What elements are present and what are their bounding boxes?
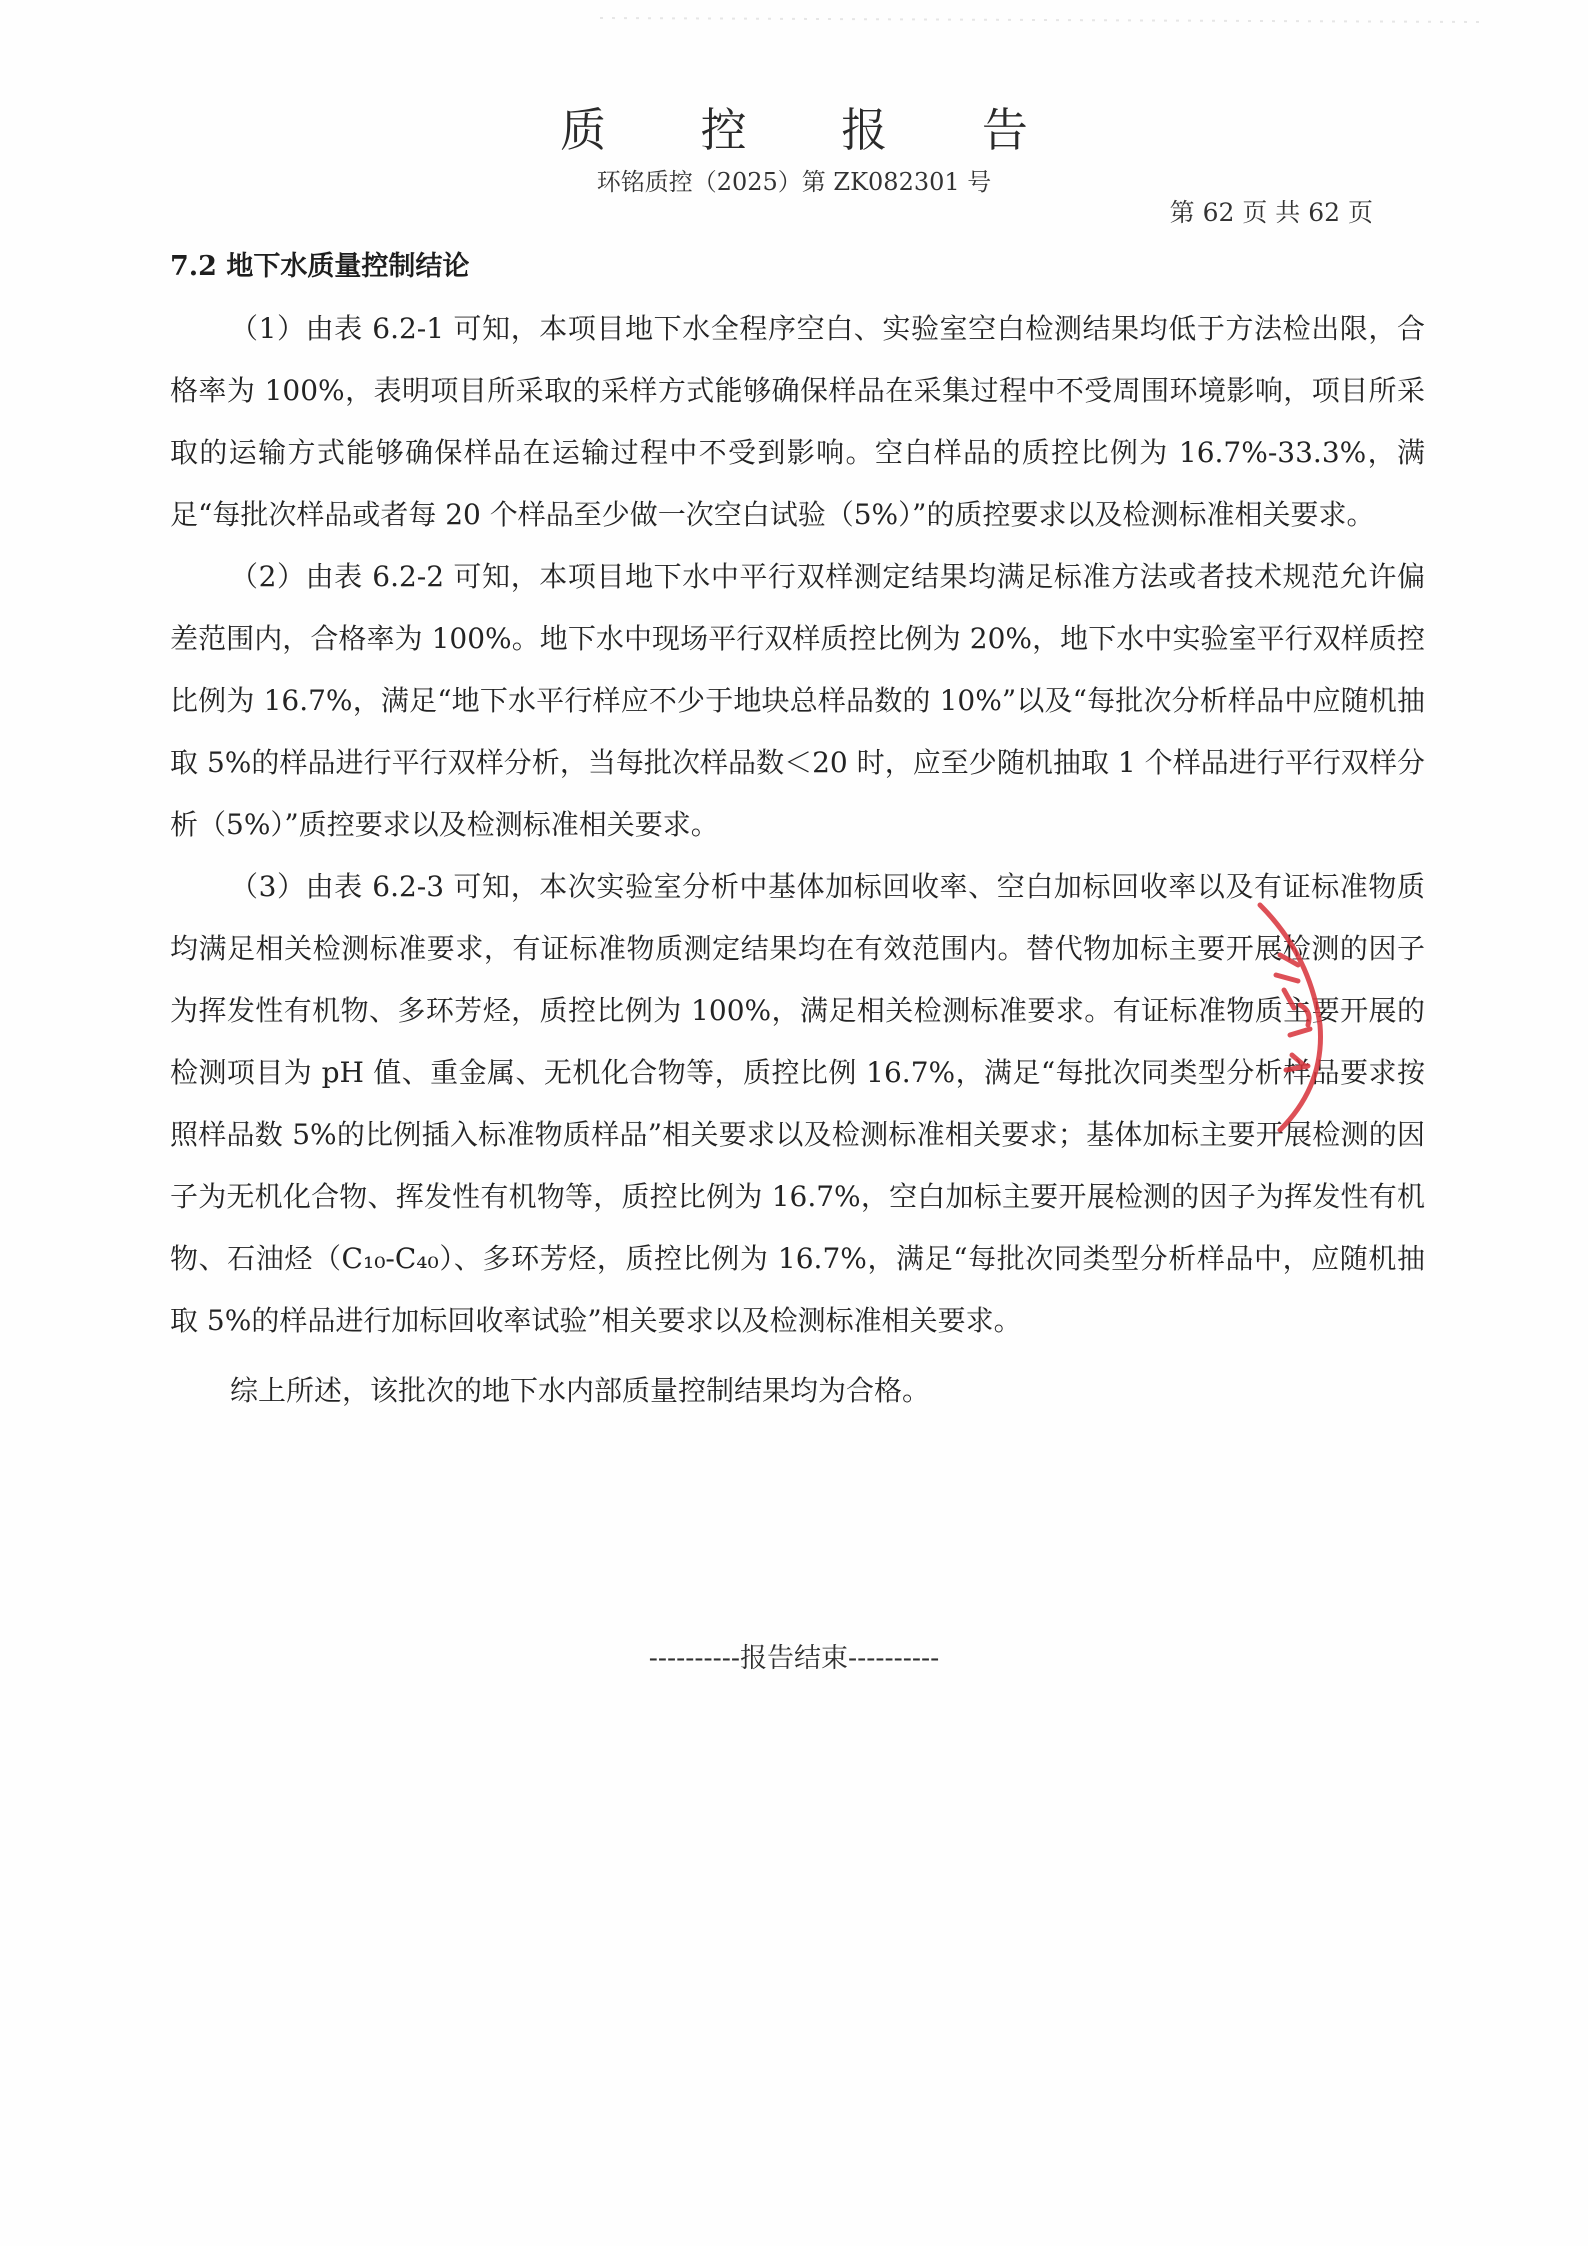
report-number: 环铭质控（2025）第 ZK082301 号 — [596, 168, 992, 196]
page-indicator: 第 62 页 共 62 页 — [1169, 198, 1373, 227]
report-end-marker: ----------报告结束---------- — [648, 1643, 940, 1674]
section-heading: 7.2 地下水质量控制结论 — [170, 251, 470, 282]
company-seal-stamp — [1240, 895, 1360, 1135]
scan-artifact — [600, 0, 1500, 40]
paragraph: （2）由表 6.2-2 可知，本项目地下水中平行双样测定结果均满足标准方法或者技术规范允许偏差范围内，合格率为 100%。地下水中现场平行双样质控比例为 20%，地下水中实验室平行双样质控比例为 16.7%，满足“地下水平行样应不少于地块总样品数的 10%”以及“每批次分析样品中应随机抽取 5%的样品进行平行双样分析，当每批次样品数＜20 时，应至少随机抽取 1 个样品进行平行双样分析（5%）”质控要求以及检测标准相关要求。 — [170, 560, 1425, 841]
document-title: 质 控 报 告 — [560, 103, 1068, 157]
paragraph: （1）由表 6.2-1 可知，本项目地下水全程序空白、实验室空白检测结果均低于方法检出限，合格率为 100%，表明项目所采取的采样方式能够确保样品在采集过程中不受周围环境影响，项目所采取的运输方式能够确保样品在运输过程中不受到影响。空白样品的质控比例为 16.7%-33.3%，满足“每批次样品或者每 20 个样品至少做一次空白试验（5%）”的质控要求以及检测标准相关要求。 — [170, 312, 1425, 531]
section-body — [170, 298, 1425, 1422]
paragraph: 综上所述，该批次的地下水内部质量控制结果均为合格。 — [230, 1374, 931, 1407]
paragraph: （3）由表 6.2-3 可知，本次实验室分析中基体加标回收率、空白加标回收率以及有证标准物质均满足相关检测标准要求，有证标准物质测定结果均在有效范围内。替代物加标主要开展检测的因子为挥发性有机物、多环芳烃，质控比例为 100%，满足相关检测标准要求。有证标准物质主要开展的检测项目为 pH 值、重金属、无机化合物等，质控比例 16.7%，满足“每批次同类型分析样品要求按照样品数 5%的比例插入标准物质样品”相关要求以及检测标准相关要求；基体加标主要开展检测的因子为无机化合物、挥发性有机物等，质控比例为 16.7%，空白加标主要开展检测的因子为挥发性有机物、石油烃（C₁₀-C₄₀）、多环芳烃，质控比例为 16.7%，满足“每批次同类型分析样品中，应随机抽取 5%的样品进行加标回收率试验”相关要求以及检测标准相关要求。 — [170, 870, 1425, 1337]
